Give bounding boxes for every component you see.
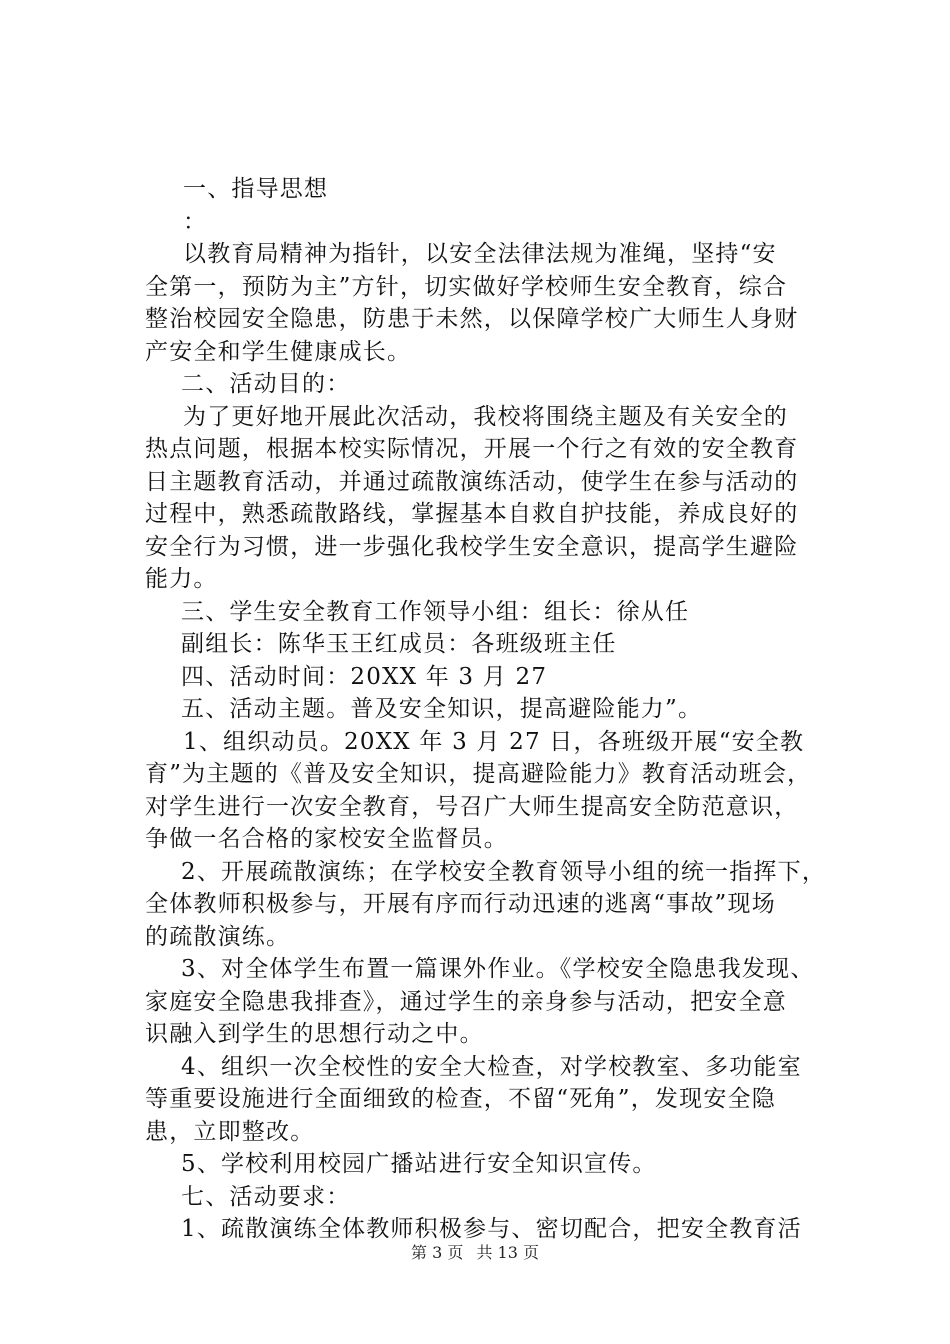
heading-activity-theme: 五、活动主题。普及安全知识，提高避险能力”。 [181, 696, 703, 722]
text-line: 1、疏散演练全体教师积极参与、密切配合，把安全教育活 [181, 1216, 802, 1242]
text-line: 全体教师积极参与，开展有序而行动迅速的逃离“事故”现场 [145, 891, 776, 917]
page-number: 第 3 页 [411, 1243, 464, 1262]
text-line: 日主题教育活动，并通过疏散演练活动，使学生在参与活动的 [145, 468, 799, 495]
heading-activity-requirements: 七、活动要求： [181, 1183, 351, 1210]
text-line: 安全行为习惯，进一步强化我校学生安全意识，提高学生避险 [145, 533, 799, 560]
text-line: 1、组织动员。20XX 年 3 月 27 日，各班级开展“安全教 [183, 728, 805, 755]
text-line: 识融入到学生的思想行动之中。 [145, 1021, 484, 1047]
heading-activity-goal: 二、活动目的： [181, 371, 351, 397]
page-total: 共 13 页 [476, 1243, 539, 1262]
text-line: 以教育局精神为指针，以安全法律法规为准绳，坚持“安 [183, 241, 777, 267]
text-line: 等重要设施进行全面细致的检查，不留“死角”，发现安全隐 [145, 1086, 776, 1112]
text-line: 育”为主题的《普及安全知识，提高避险能力》教育活动班会， [145, 761, 812, 787]
text-line: 争做一名合格的家校安全监督员。 [145, 826, 508, 852]
text-line: 对学生进行一次安全教育，号召广大师生提高安全防范意识， [145, 793, 799, 820]
heading-leadership-group: 三、学生安全教育工作领导小组：组长：徐从任 [181, 598, 690, 625]
text-line: 全第一，预防为主”方针，切实做好学校师生安全教育，综合 [145, 273, 788, 300]
text-line: 能力。 [145, 566, 218, 592]
text-line: 5、学校利用校园广播站进行安全知识宣传。 [181, 1151, 657, 1177]
document-body [145, 173, 835, 1246]
text-line: 整治校园安全隐患，防患于未然，以保障学校广大师生人身财 [145, 306, 799, 332]
text-line: 副组长：陈华玉王红成员：各班级班主任 [181, 631, 617, 657]
text-line: 患，立即整改。 [145, 1118, 315, 1145]
text-line: ： [183, 208, 208, 235]
text-line: 为了更好地开展此次活动，我校将围绕主题及有关安全的 [183, 403, 788, 430]
text-line: 热点问题，根据本校实际情况，开展一个行之有效的安全教育 [145, 436, 799, 462]
page-footer [0, 1240, 950, 1263]
text-line: 过程中，熟悉疏散路线，掌握基本自救自护技能，养成良好的 [145, 501, 799, 527]
heading-guiding-thought: 一、指导思想 [183, 176, 329, 202]
text-line: 产安全和学生健康成长。 [145, 338, 412, 365]
heading-activity-time: 四、活动时间：20XX 年 3 月 27 [181, 663, 548, 690]
text-line: 家庭安全隐患我排查》，通过学生的亲身参与活动，把安全意 [145, 988, 787, 1015]
text-line: 2、开展疏散演练；在学校安全教育领导小组的统一指挥下， [181, 858, 827, 885]
text-line: 的疏散演练。 [145, 923, 291, 950]
text-line: 3、对全体学生布置一篇课外作业。《学校安全隐患我发现、 [181, 956, 815, 982]
text-line: 4、组织一次全校性的安全大检查，对学校教室、多功能室 [181, 1053, 802, 1080]
